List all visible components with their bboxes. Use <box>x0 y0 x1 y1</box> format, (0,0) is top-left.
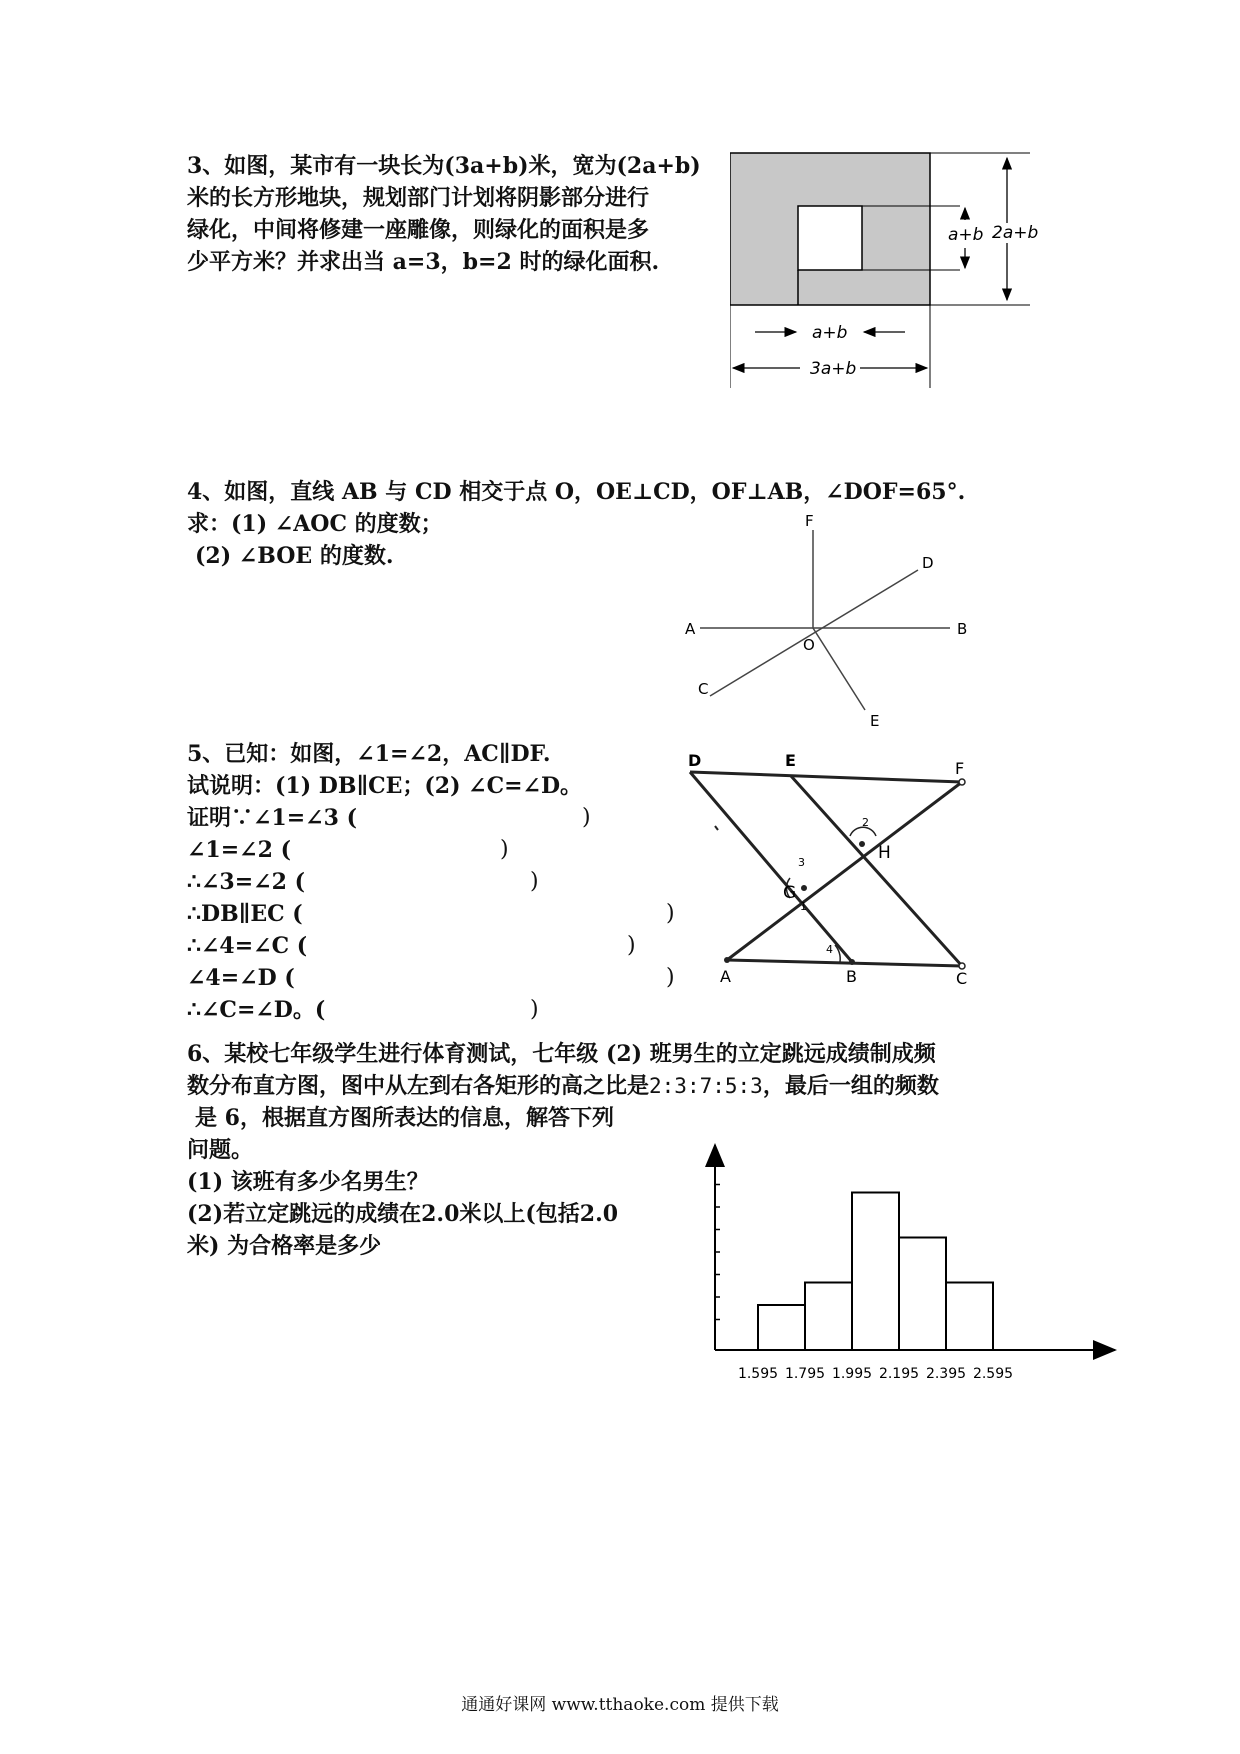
q3-label-2ab: 2a+b <box>992 223 1039 243</box>
q6-line-2a: 数分布直方图，图中从左到右各矩形的高之比是 <box>187 1073 650 1099</box>
histogram-x-ticks <box>738 1366 1013 1382</box>
q5-label-E: E <box>785 751 796 770</box>
histogram-x-tick-label: 2.195 <box>878 1366 920 1382</box>
q5-line-5: ∴∠3=∠2 ( <box>187 869 305 895</box>
histogram-bar-2 <box>805 1283 852 1351</box>
q5-line-1: 5、已知：如图，∠1=∠2，AC∥DF. <box>187 741 551 767</box>
q5-line-8: ∠4=∠D ( <box>187 965 295 991</box>
q5-blank-close-3: ) <box>530 869 539 894</box>
q5-line-7: ∴∠4=∠C ( <box>187 933 308 959</box>
q5-label-4: 4 <box>826 943 833 956</box>
q5-blank-close-6: ) <box>666 965 675 990</box>
q3-line-1: 3、如图，某市有一块长为(3a+b)米，宽为(2a+b) <box>187 153 701 179</box>
q5-blank-close-5: ) <box>627 933 636 958</box>
q5-line-4: ∠1=∠2 ( <box>187 837 291 863</box>
q6-line-3: 是 6，根据直方图所表达的信息，解答下列 <box>195 1105 614 1131</box>
q3-label-3ab: 3a+b <box>810 359 857 379</box>
q4-label-E: E <box>870 712 880 730</box>
q4-label-F: F <box>805 512 814 530</box>
histogram-bar-4 <box>899 1238 946 1351</box>
q3-statue-square <box>798 206 862 270</box>
q5-label-F: F <box>955 759 965 778</box>
q4-label-O: O <box>803 636 815 654</box>
histogram-bar-3 <box>852 1193 899 1351</box>
q4-line-3: (2) ∠BOE 的度数. <box>195 543 394 569</box>
q4-figure <box>670 510 990 735</box>
q5-line-9: ∴∠C=∠D。( <box>187 997 326 1023</box>
q5-label-1: 1 <box>800 900 807 913</box>
q4-label-B: B <box>957 620 968 638</box>
q3-line-2: 米的长方形地块，规划部门计划将阴影部分进行 <box>187 185 650 211</box>
q3-text <box>187 150 701 278</box>
q4-label-C: C <box>698 680 709 698</box>
q4-ray-OE <box>813 628 865 710</box>
q5-blank-close-2: ) <box>500 837 509 862</box>
q3-line-3: 绿化，中间将修建一座雕像，则绿化的面积是多 <box>187 217 650 243</box>
q4-line-1: 4、如图，直线 AB 与 CD 相交于点 O，OE⊥CD，OF⊥AB，∠DOF=65°. <box>187 479 966 505</box>
q5-line-AF <box>727 782 962 960</box>
q5-line-EC <box>791 776 962 966</box>
q3-figure <box>730 148 1070 398</box>
histogram-x-tick-label: 2.395 <box>925 1366 967 1382</box>
q6-line-4: 问题。 <box>187 1137 254 1163</box>
q5-label-A: A <box>720 967 731 986</box>
q5-blank-close-1: ) <box>582 805 591 830</box>
q5-line-AC <box>727 960 962 966</box>
q5-figure <box>680 748 980 998</box>
q6-histogram <box>700 1140 1140 1390</box>
q5-line-DF <box>690 772 962 782</box>
q6-ratio: 2:3:7:5:3 <box>649 1074 763 1098</box>
q5-label-H: H <box>878 843 891 863</box>
q5-blank-close-7: ) <box>530 997 539 1022</box>
q5-label-2: 2 <box>862 816 869 829</box>
q6-line-2 <box>187 1070 939 1102</box>
q5-blank-close-4: ) <box>666 901 675 926</box>
q5-line-3: 证明∵∠1=∠3 ( <box>187 805 357 831</box>
q5-label-G: G <box>783 883 797 903</box>
histogram-bars <box>758 1193 993 1351</box>
q6-line-6: (2)若立定跳远的成绩在2.0米以上(包括2.0 <box>187 1201 619 1227</box>
q5-label-C: C <box>956 969 968 988</box>
q5-text <box>187 738 677 1028</box>
q5-label-D: D <box>688 751 702 770</box>
q5-label-B: B <box>846 967 857 986</box>
q5-line-DB <box>690 772 852 962</box>
q4-label-D: D <box>922 554 934 572</box>
q6-line-5: (1) 该班有多少名男生？ <box>187 1169 429 1195</box>
q4-line-2: 求：(1) ∠AOC 的度数； <box>187 511 443 537</box>
page-footer: 通通好课网 www.tthaoke.com 提供下载 <box>461 1695 779 1715</box>
histogram-bar-1 <box>758 1305 805 1350</box>
q3-label-ab-h: a+b <box>812 323 848 343</box>
q3-label-ab-v: a+b <box>948 225 984 245</box>
q4-label-A: A <box>685 620 696 638</box>
q4-line-CD <box>710 570 918 696</box>
q5-label-3: 3 <box>798 856 805 869</box>
histogram-x-tick-label: 1.795 <box>784 1366 826 1382</box>
q5-line-6: ∴DB∥EC ( <box>187 901 303 927</box>
q6-line-7: 米) 为合格率是多少 <box>187 1233 382 1259</box>
histogram-bar-5 <box>946 1283 993 1351</box>
q5-line-2: 试说明：(1) DB∥CE；(2) ∠C=∠D。 <box>187 773 583 799</box>
histogram-x-tick-label: 1.595 <box>737 1366 779 1382</box>
histogram-x-tick-label: 1.995 <box>831 1366 873 1382</box>
q3-line-4: 少平方米？并求出当 a=3，b=2 时的绿化面积. <box>187 249 660 275</box>
q6-line-2b: ，最后一组的频数 <box>762 1073 939 1099</box>
q6-line-1: 6、某校七年级学生进行体育测试，七年级 (2) 班男生的立定跳远成绩制成频 <box>187 1041 936 1067</box>
histogram-x-tick-label: 2.595 <box>972 1366 1014 1382</box>
